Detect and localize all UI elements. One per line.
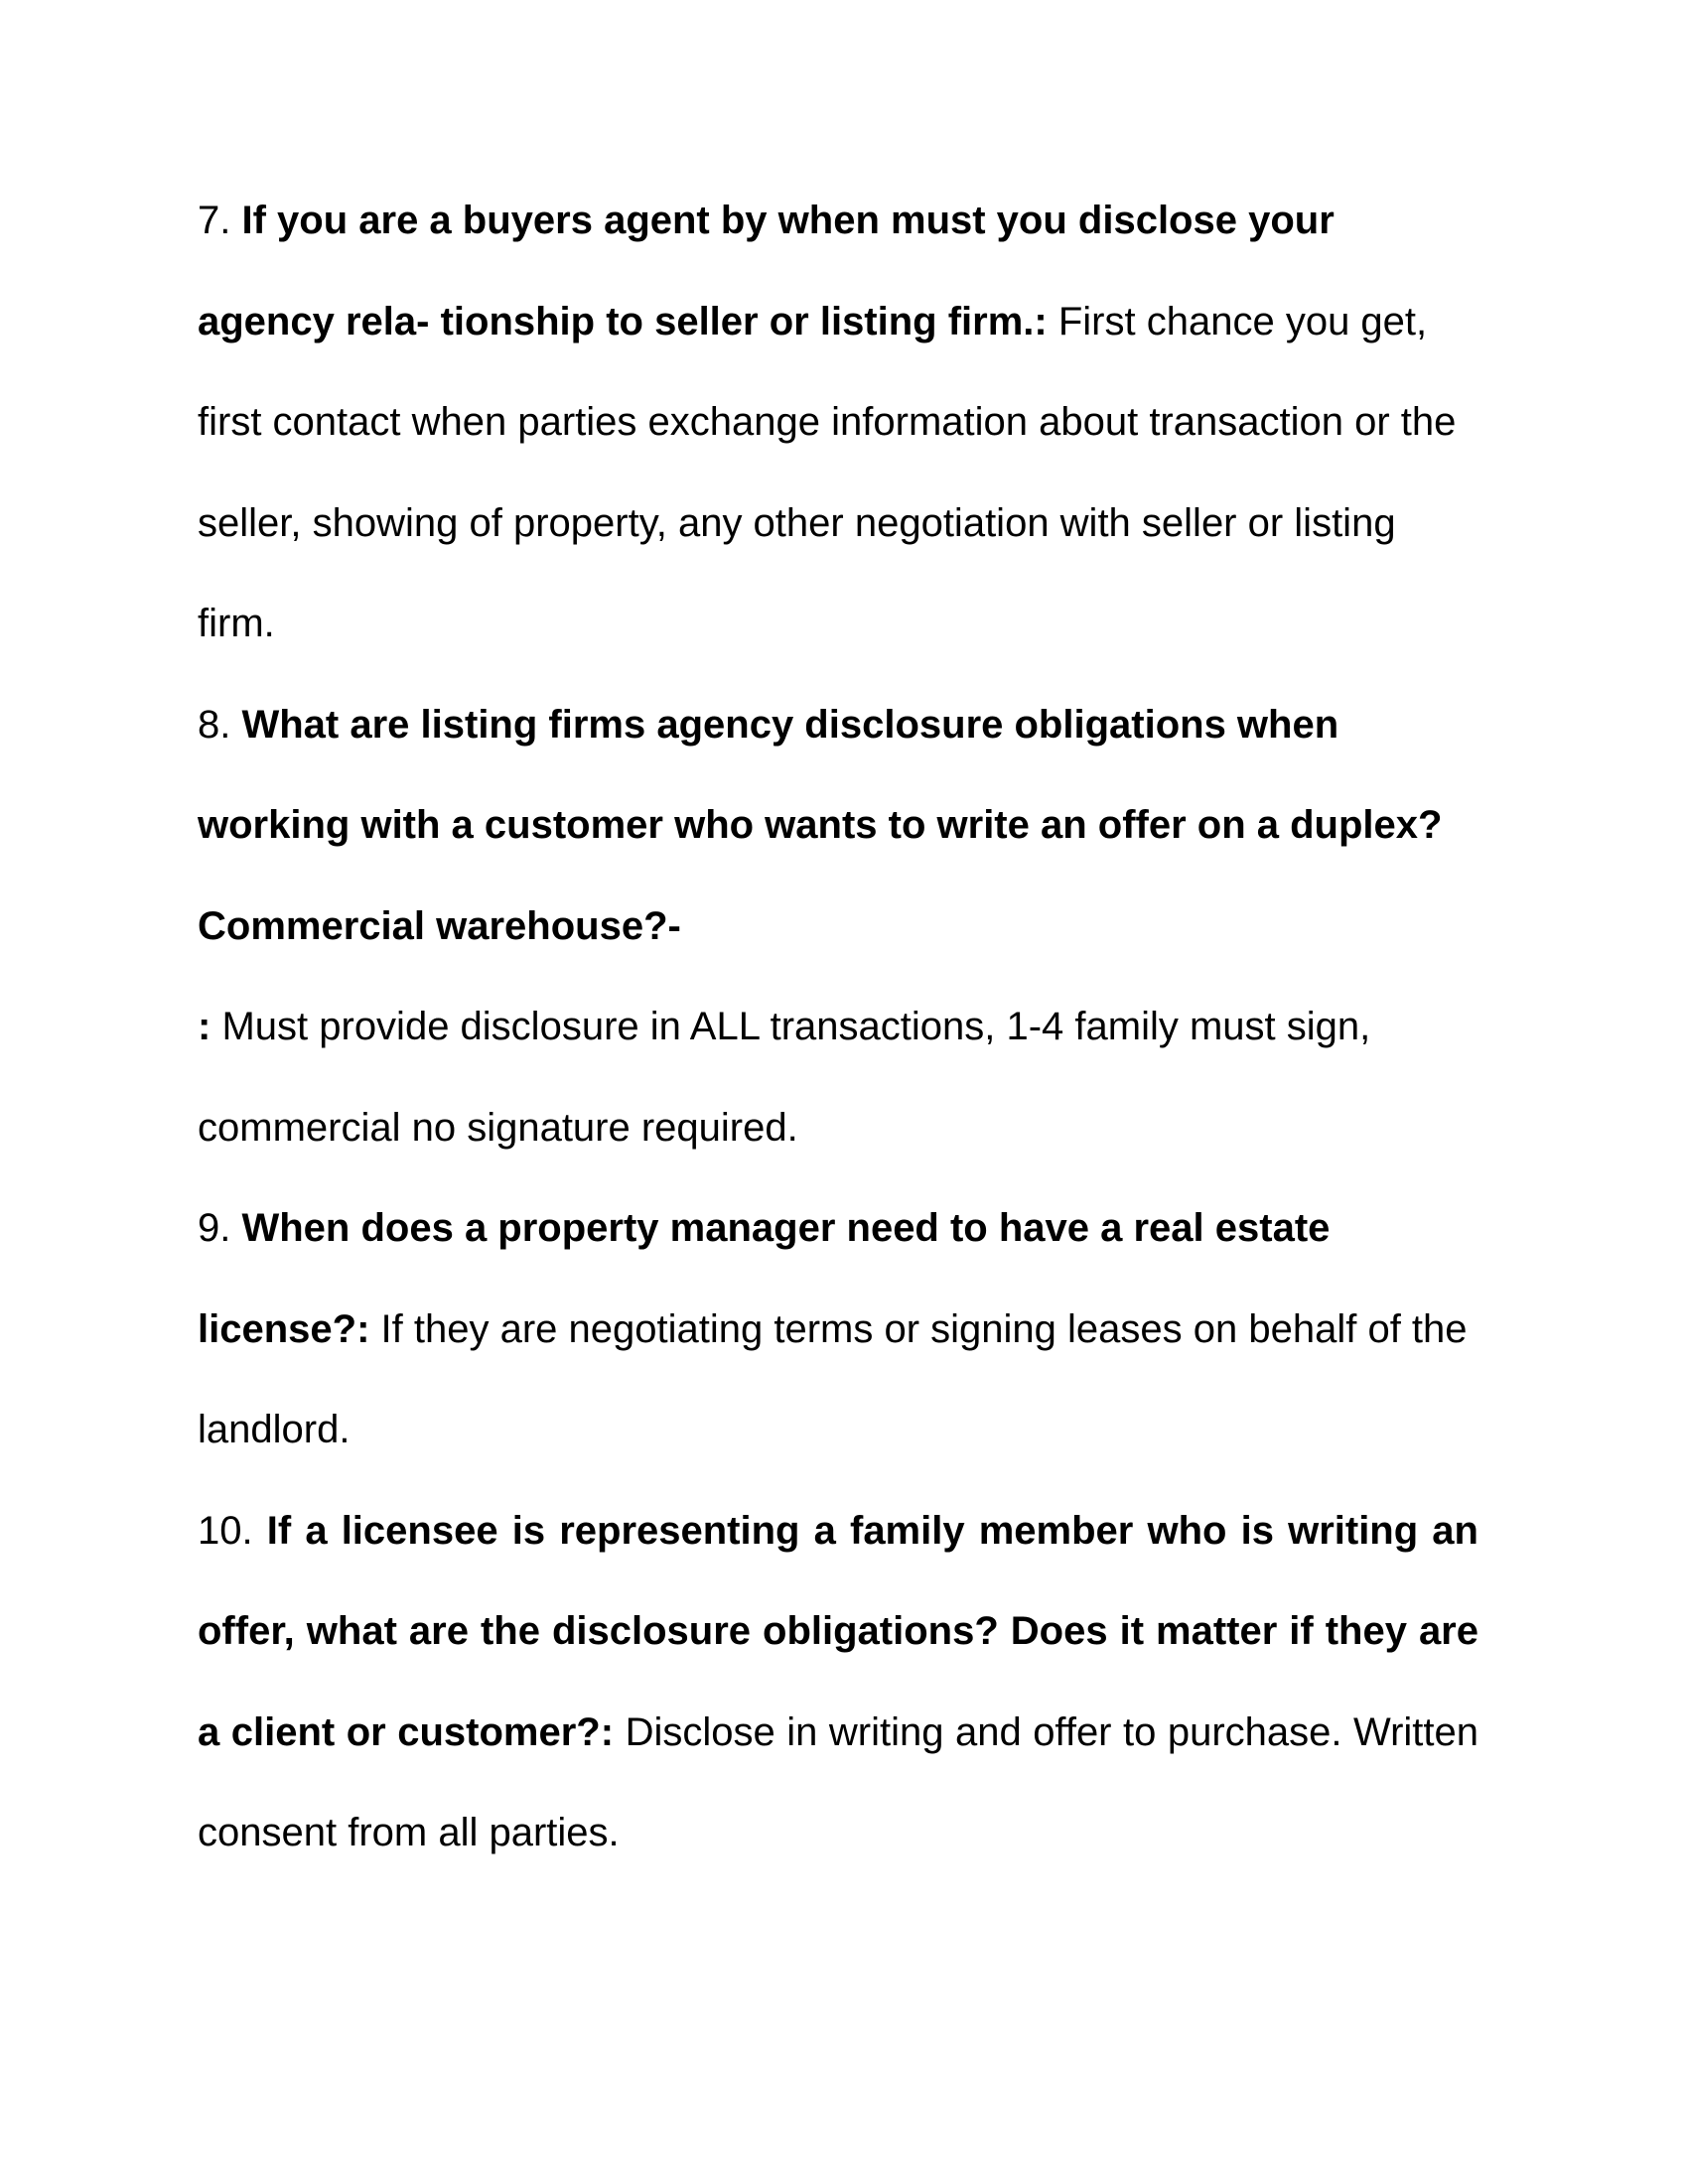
item-number: 9. bbox=[198, 1206, 231, 1250]
qa-item-10 bbox=[198, 1481, 1478, 1884]
answer: Disclose in writing and offer to purchase. Written consent from all parties. bbox=[198, 1709, 1478, 1854]
question: If a licensee is representing a family member who is writing an offer, what are the disclosure obligations? Does it matter if they are a client or customer?: bbox=[198, 1508, 1478, 1754]
qa-item-8 bbox=[198, 675, 1478, 1179]
answer: Must provide disclosure in ALL transactions, 1-4 family must sign, commercial no signature required. bbox=[198, 1005, 1371, 1150]
answer: If they are negotiating terms or signing leases on behalf of the landlord. bbox=[198, 1306, 1468, 1451]
question: If you are a buyers agent by when must you disclose your agency rela- tionship to seller or listing firm.: bbox=[198, 199, 1335, 343]
item-number: 7. bbox=[198, 199, 231, 242]
item-number: 8. bbox=[198, 702, 231, 747]
question: What are listing firms agency disclosure obligations when working with a customer who wants to write an offer on a duplex? Commercial warehouse?- bbox=[198, 702, 1443, 948]
separator: : bbox=[198, 1005, 211, 1048]
item-number: 10. bbox=[198, 1508, 253, 1553]
answer: First chance you get, first contact when parties exchange information about transaction or the seller, showing of property, any other negotiation with seller or listing firm. bbox=[198, 299, 1457, 645]
question: When does a property manager need to have a real estate license?: bbox=[198, 1206, 1331, 1351]
document-body bbox=[198, 171, 1478, 1884]
qa-item-9 bbox=[198, 1178, 1478, 1481]
qa-item-7 bbox=[198, 171, 1478, 675]
